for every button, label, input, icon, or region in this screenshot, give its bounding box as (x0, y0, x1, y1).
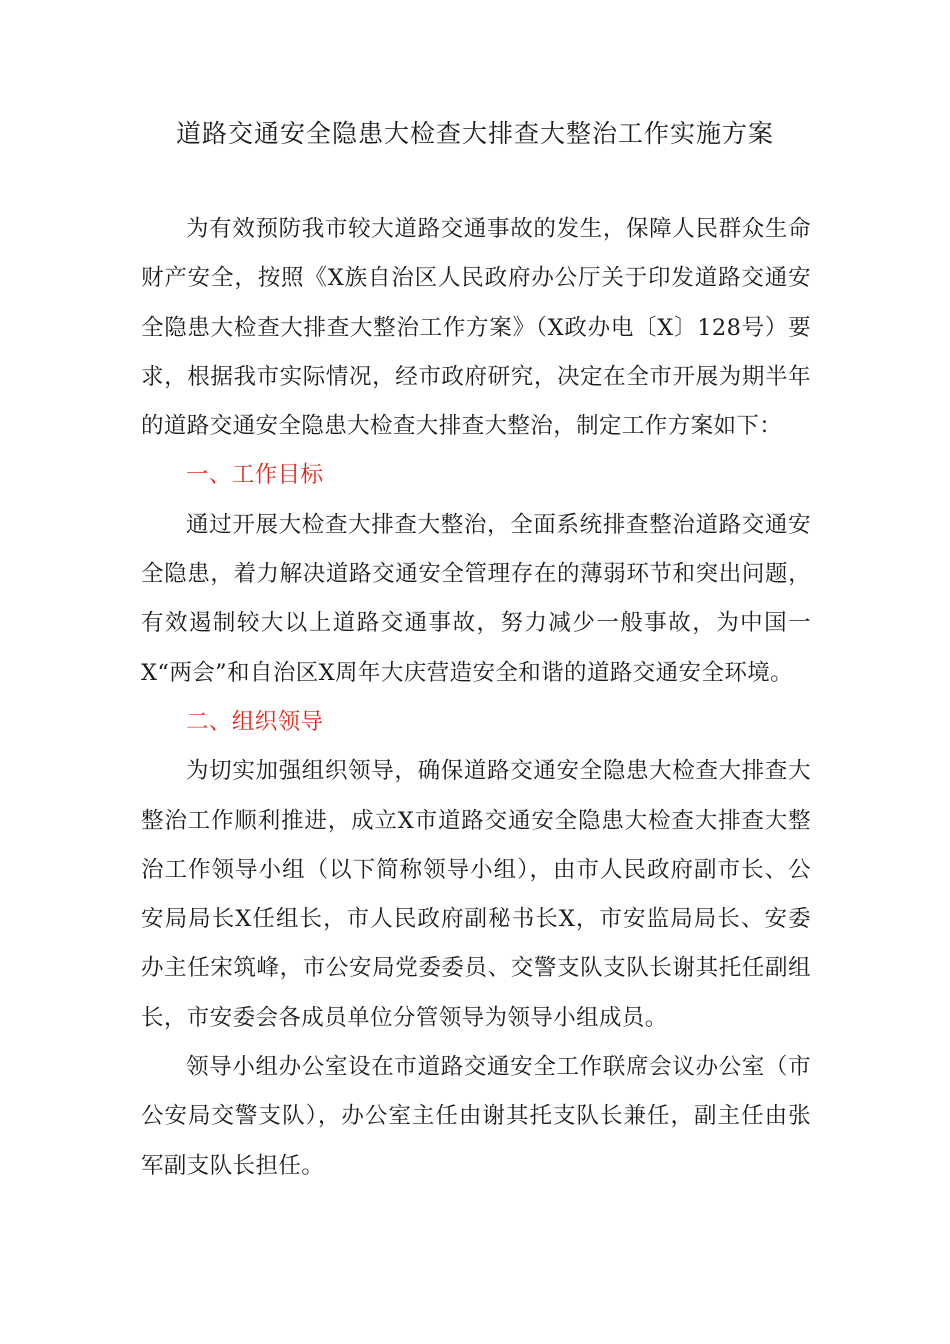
intro-paragraph: 为有效预防我市较大道路交通事故的发生，保障人民群众生命财产安全，按照《X族自治区人民政府办公厅关于印发道路交通安全隐患大检查大排查大整治工作方案》（X政办电〔X〕128号）要求，根据我市实际情况，经市政府研究，决定在全市开展为期半年的道路交通安全隐患大检查大排查大整治，制定工作方案如下： (141, 216, 811, 440)
leadership-paragraph-1: 为切实加强组织领导，确保道路交通安全隐患大检查大排查大整治工作顺利推进，成立X市道路交通安全隐患大检查大排查大整治工作领导小组（以下简称领导小组），由市人民政府副市长、公安局局长X任组长，市人民政府副秘书长X，市安监局局长、安委办主任宋筑峰，市公安局党委委员、交警支队支队长谢其托任副组长，市安委会各成员单位分管领导为领导小组成员。 (141, 758, 811, 1031)
section-heading-leadership: 二、组织领导 (186, 708, 324, 735)
section-heading-goals: 一、工作目标 (186, 462, 324, 489)
document-body (141, 205, 811, 1191)
document-title: 道路交通安全隐患大检查大排查大整治工作实施方案 (175, 119, 774, 148)
goals-paragraph: 通过开展大检查大排查大整治，全面系统排查整治道路交通安全隐患，着力解决道路交通安全管理存在的薄弱环节和突出问题，有效遏制较大以上道路交通事故，努力减少一般事故，为中国一X“两会”和自治区X周年大庆营造安全和谐的道路交通安全环境。 (141, 511, 811, 686)
leadership-paragraph-2: 领导小组办公室设在市道路交通安全工作联席会议办公室（市公安局交警支队），办公室主任由谢其托支队长兼任，副主任由张军副支队长担任。 (141, 1054, 811, 1179)
